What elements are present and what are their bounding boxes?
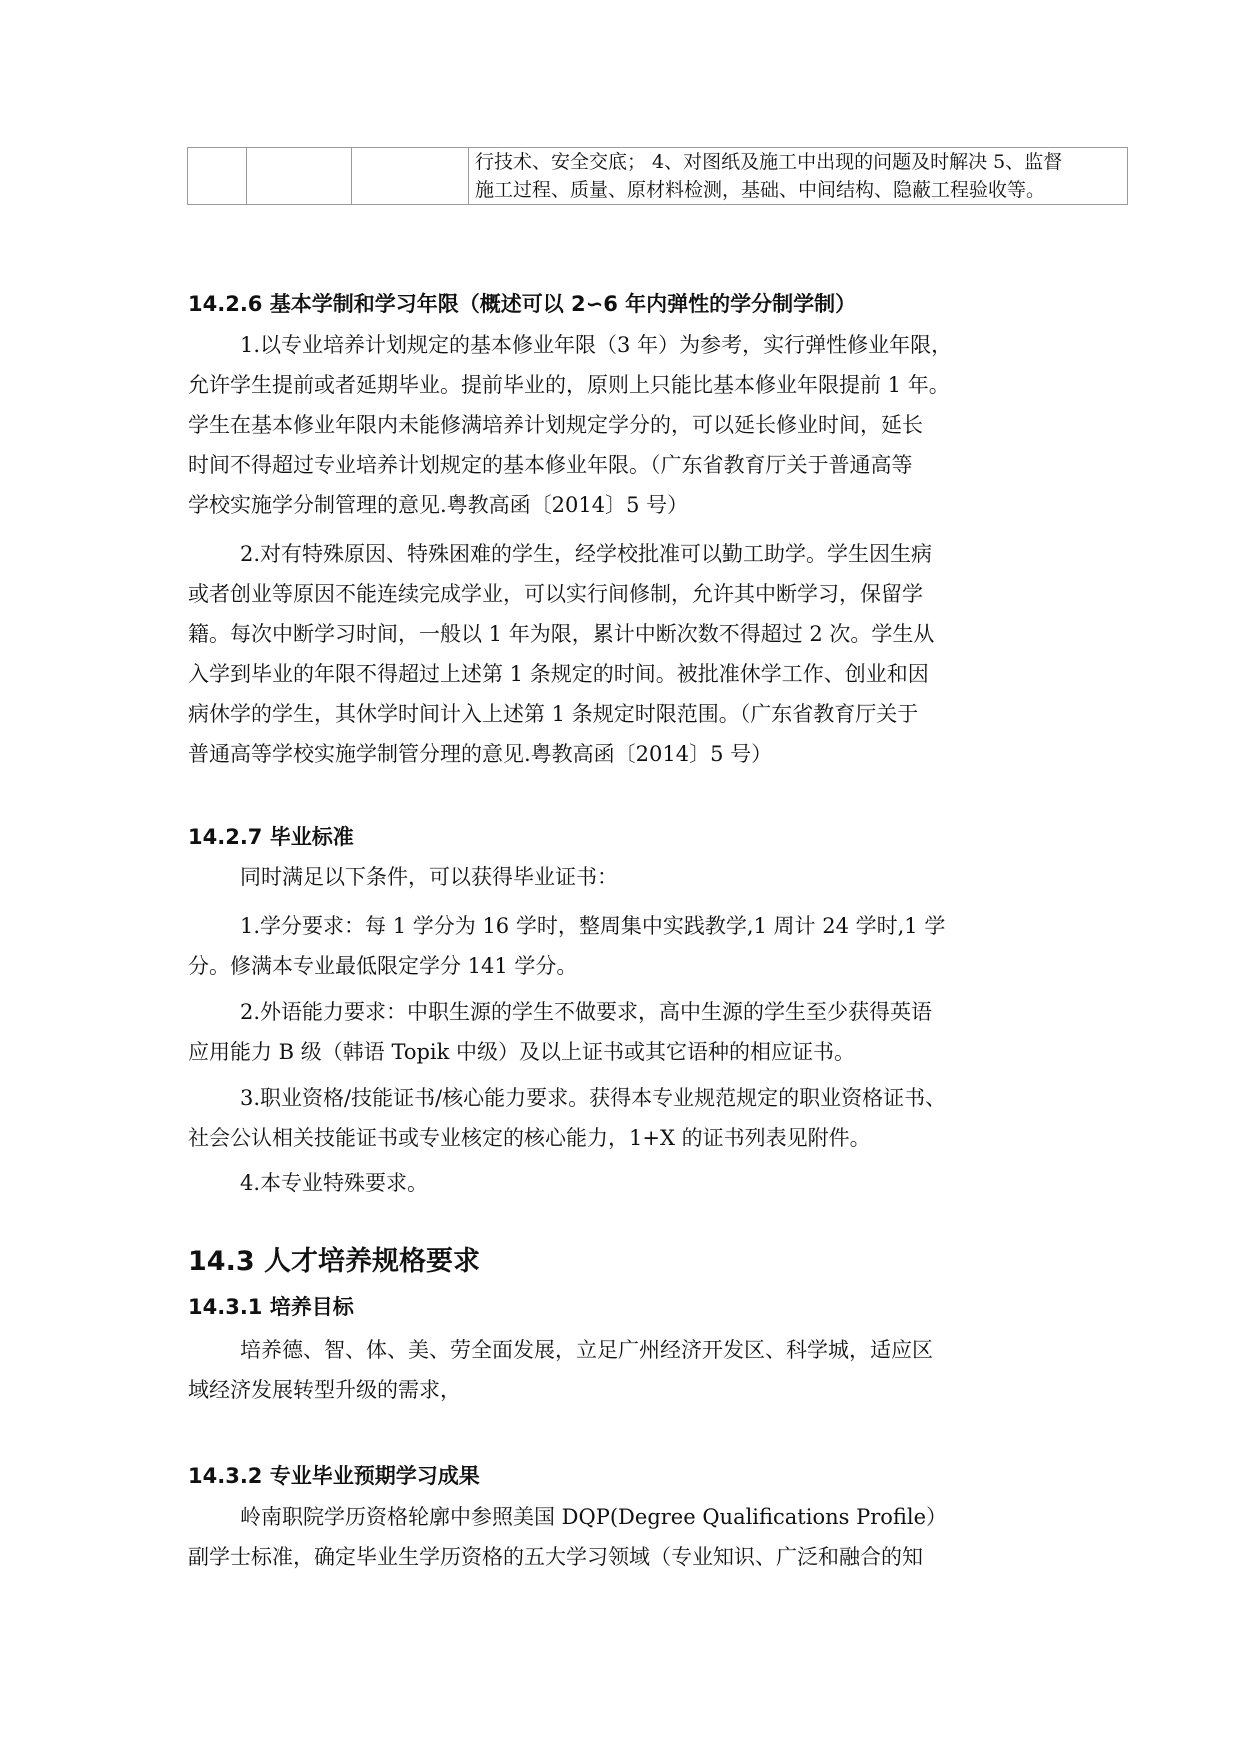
table-cell-line: 行技术、安全交底； 4、对图纸及施工中出现的问题及时解决 5、监督 bbox=[475, 151, 1063, 173]
text-line: 分。修满本专业最低限定学分 141 学分。 bbox=[188, 954, 578, 978]
paragraph-certificate-requirement bbox=[188, 1078, 1068, 1158]
text-line: 时间不得超过专业培养计划规定的基本修业年限。（广东省教育厅关于普通高等 bbox=[188, 453, 913, 477]
paragraph-special-requirement bbox=[188, 1163, 1068, 1203]
text-line: 副学士标准，确定毕业生学历资格的五大学习领域（专业知识、广泛和融合的知 bbox=[188, 1545, 923, 1569]
table-row bbox=[188, 148, 1128, 205]
text-line: 1.学分要求：每 1 学分为 16 学时，整周集中实践教学,1 周计 24 学时,1 学 bbox=[240, 914, 946, 938]
text-line: 2.对有特殊原因、特殊困难的学生，经学校批准可以勤工助学。学生因生病 bbox=[240, 542, 933, 566]
paragraph-language-requirement bbox=[188, 992, 1068, 1072]
text-line: 学生在基本修业年限内未能修满培养计划规定学分的，可以延长修业时间，延长 bbox=[188, 413, 923, 437]
table-cell-duties bbox=[469, 148, 1128, 205]
text-line: 岭南职院学历资格轮廓中参照美国 DQP(Degree Qualifications Profile） bbox=[240, 1505, 948, 1529]
paragraph-training-goal bbox=[188, 1330, 1068, 1410]
text-line: 或者创业等原因不能连续完成学业，可以实行间修制，允许其中断学习，保留学 bbox=[188, 582, 923, 606]
heading-14-2-7: 14.2.7 毕业标准 bbox=[188, 825, 354, 849]
table-cell-empty bbox=[188, 148, 247, 205]
text-line: 4.本专业特殊要求。 bbox=[240, 1171, 429, 1195]
text-line: 同时满足以下条件，可以获得毕业证书： bbox=[240, 865, 618, 889]
paragraph-graduation-intro bbox=[188, 857, 1068, 897]
paragraph-flex-years-1 bbox=[188, 325, 1068, 525]
text-line: 病休学的学生，其休学时间计入上述第 1 条规定时限范围。（广东省教育厅关于 bbox=[188, 702, 919, 726]
table-fragment bbox=[187, 147, 1128, 205]
text-line: 普通高等学校实施学制管分理的意见.粤教高函〔2014〕5 号） bbox=[188, 742, 773, 766]
heading-14-2-6: 14.2.6 基本学制和学习年限（概述可以 2∽6 年内弹性的学分制学制） bbox=[188, 292, 857, 316]
text-line: 社会公认相关技能证书或专业核定的核心能力，1+X 的证书列表见附件。 bbox=[188, 1126, 871, 1150]
text-line: 允许学生提前或者延期毕业。提前毕业的，原则上只能比基本修业年限提前 1 年。 bbox=[188, 373, 950, 397]
text-line: 2.外语能力要求：中职生源的学生不做要求，高中生源的学生至少获得英语 bbox=[240, 1000, 933, 1024]
heading-14-3: 14.3 人才培养规格要求 bbox=[188, 1246, 481, 1277]
paragraph-flex-years-2 bbox=[188, 534, 1068, 774]
text-line: 学校实施学分制管理的意见.粤教高函〔2014〕5 号） bbox=[188, 493, 689, 517]
paragraph-learning-outcomes bbox=[188, 1497, 1068, 1577]
text-line: 1.以专业培养计划规定的基本修业年限（3 年）为参考，实行弹性修业年限， bbox=[240, 333, 953, 357]
table-cell-empty bbox=[352, 148, 469, 205]
table-cell-line: 施工过程、质量、原材料检测，基础、中间结构、隐蔽工程验收等。 bbox=[475, 179, 1046, 201]
heading-14-3-1: 14.3.1 培养目标 bbox=[188, 1295, 354, 1319]
text-line: 培养德、智、体、美、劳全面发展，立足广州经济开发区、科学城，适应区 bbox=[240, 1338, 933, 1362]
text-line: 入学到毕业的年限不得超过上述第 1 条规定的时间。被批准休学工作、创业和因 bbox=[188, 662, 929, 686]
text-line: 3.职业资格/技能证书/核心能力要求。获得本专业规范规定的职业资格证书、 bbox=[240, 1086, 947, 1110]
table-cell-empty bbox=[247, 148, 352, 205]
paragraph-credit-requirement bbox=[188, 906, 1068, 986]
heading-14-3-2: 14.3.2 专业毕业预期学习成果 bbox=[188, 1464, 480, 1488]
text-line: 应用能力 B 级（韩语 Topik 中级）及以上证书或其它语种的相应证书。 bbox=[188, 1040, 856, 1064]
text-line: 籍。每次中断学习时间，一般以 1 年为限，累计中断次数不得超过 2 次。学生从 bbox=[188, 622, 935, 646]
text-line: 域经济发展转型升级的需求， bbox=[188, 1378, 461, 1402]
